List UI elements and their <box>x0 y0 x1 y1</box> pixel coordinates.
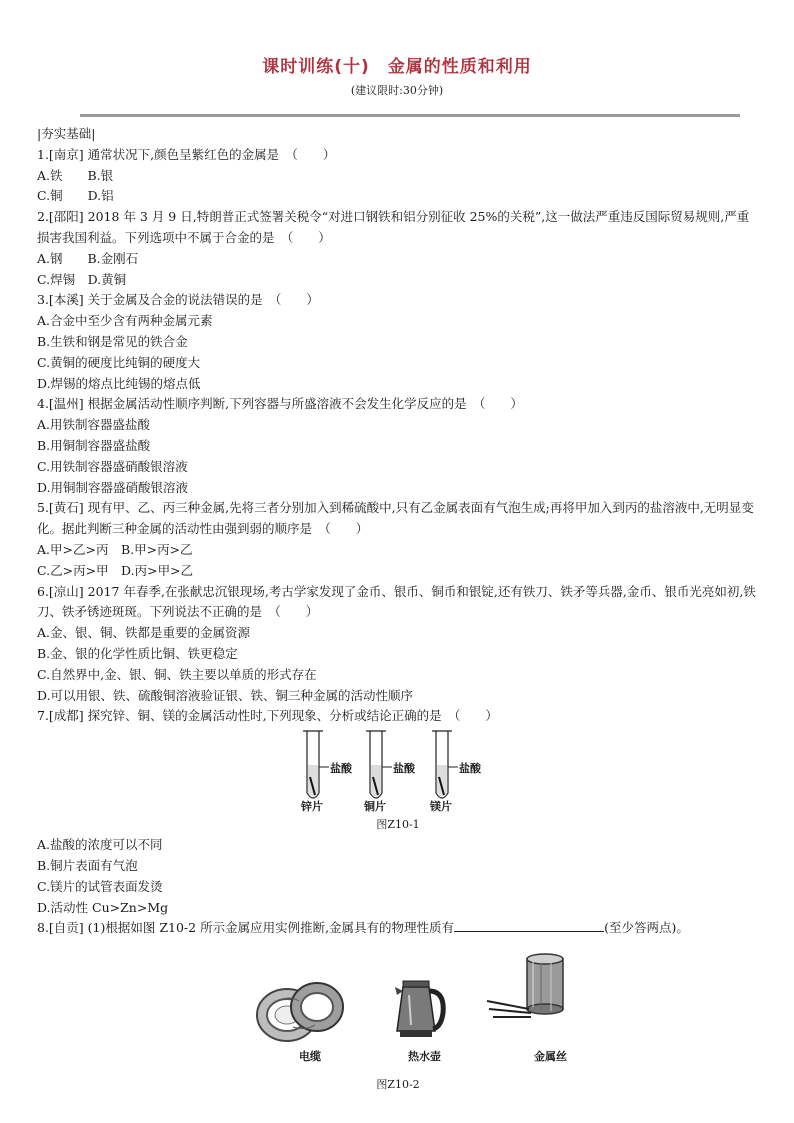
copper-test-tube <box>366 731 392 798</box>
q6-option-a: A.金、银、铜、铁都是重要的金属资源 <box>37 625 251 641</box>
q1-options-cd: C.铜 D.铝 <box>37 188 114 204</box>
q7-stem: 7.[成都] 探究锌、铜、镁的金属活动性时,下列现象、分析或结论正确的是 （ ） <box>37 708 498 724</box>
wire-label: 金属丝 <box>534 1050 567 1064</box>
exercise-content <box>37 124 759 1107</box>
q5-stem: 5.[黄石] 现有甲、乙、丙三种金属,先将三者分别加入到稀硫酸中,只有乙金属表面有气泡生成;再将甲加入到丙的盐溶液中,无明显变化。据此判断三种金属的活动性由强到弱的顺序是 （ ） <box>37 500 754 537</box>
q1-stem: 1.[南京] 通常状况下,颜色呈紫红色的金属是 （ ） <box>37 146 336 162</box>
q7-option-a: A.盐酸的浓度可以不同 <box>37 837 163 853</box>
q4-option-a: A.用铁制容器盛盐酸 <box>37 417 151 433</box>
kettle-label: 热水壶 <box>408 1050 441 1064</box>
acid-label-3: 盐酸 <box>459 762 481 776</box>
q3-option-c: C.黄铜的硬度比纯铜的硬度大 <box>37 354 201 370</box>
q6-option-d: D.可以用银、铁、硫酸铜溶液验证银、铁、铜三种金属的活动性顺序 <box>37 687 414 703</box>
q2-stem: 2.[邵阳] 2018 年 3 月 9 日,特朗普正式签署关税令“对进口钢铁和铝分别征收 25%的关税”,这一做法严重违反国际贸易规则,严重损害我国利益。下列选项中不属于合金的是 （ ） <box>37 209 750 245</box>
cable-coil-image <box>257 983 343 1041</box>
q4-option-d: D.用铜制容器盛硝酸银溶液 <box>37 479 189 495</box>
q5-options-cd: C.乙>丙>甲 D.丙>甲>乙 <box>37 562 194 578</box>
q1-options-ab: A.铁 B.银 <box>37 167 114 183</box>
q4-option-c: C.用铁制容器盛硝酸银溶液 <box>37 458 188 474</box>
q8-stem-suffix: (至少答两点)。 <box>604 920 689 936</box>
header-divider <box>80 114 740 117</box>
kettle-image <box>395 981 443 1037</box>
magnesium-label: 镁片 <box>430 800 452 814</box>
figure-z10-1 <box>37 727 759 835</box>
q6-option-c: C.自然界中,金、银、铜、铁主要以单质的形式存在 <box>37 666 317 682</box>
wire-spool-image <box>487 954 563 1017</box>
q7-option-b: B.铜片表面有气泡 <box>37 857 138 873</box>
q3-option-b: B.生铁和钢是常见的铁合金 <box>37 333 188 349</box>
cable-label: 电缆 <box>299 1050 321 1064</box>
q8-answer-blank[interactable] <box>454 918 604 932</box>
q7-option-c: C.镁片的试管表面发烫 <box>37 878 163 894</box>
q7-option-d: D.活动性 Cu>Zn>Mg <box>37 899 169 915</box>
zinc-label: 锌片 <box>301 800 323 814</box>
q3-stem: 3.[本溪] 关于金属及合金的说法错误的是 （ ） <box>37 292 319 308</box>
q5-options-ab: A.甲>乙>丙 B.甲>丙>乙 <box>37 541 193 557</box>
time-limit-note: (建议限时:30分钟) <box>350 84 444 97</box>
q6-stem: 6.[凉山] 2017 年春季,在张献忠沉银现场,考古学家发现了金币、银币、铜币和银锭,还有铁刀、铁矛等兵器,金币、银币光亮如初,铁刀、铁矛锈迹斑斑。下列说法不正确的是 （ ） <box>37 583 756 620</box>
figure-z10-1-caption: 图Z10-1 <box>376 818 420 832</box>
figure-z10-2-caption: 图Z10-2 <box>376 1078 420 1092</box>
q2-options-cd: C.焊锡 D.黄铜 <box>37 271 127 287</box>
magnesium-test-tube <box>432 731 458 798</box>
acid-label-2: 盐酸 <box>393 762 415 776</box>
q6-option-b: B.金、银的化学性质比铜、铁更稳定 <box>37 645 238 661</box>
acid-label-1: 盐酸 <box>330 762 352 776</box>
q8-stem <box>37 918 759 939</box>
page-title: 课时训练(十) 金属的性质和利用 <box>262 57 532 77</box>
copper-label: 铜片 <box>364 800 386 814</box>
figure-z10-2 <box>37 939 759 1107</box>
metal-applications-images <box>37 939 759 1069</box>
q2-options-ab: A.钢 B.金刚石 <box>37 250 139 266</box>
section-heading: |夯实基础| <box>37 126 96 141</box>
q4-option-b: B.用铜制容器盛盐酸 <box>37 437 151 453</box>
q8-stem-text: 8.[自贡] (1)根据如图 Z10-2 所示金属应用实例推断,金属具有的物理性质有 <box>37 920 455 936</box>
zinc-test-tube <box>303 731 329 798</box>
q4-stem: 4.[温州] 根据金属活动性顺序判断,下列容器与所盛溶液不会发生化学反应的是 （ ） <box>37 396 523 412</box>
q3-option-a: A.合金中至少含有两种金属元素 <box>37 313 213 329</box>
q3-option-d: D.焊锡的熔点比纯锡的熔点低 <box>37 375 201 391</box>
